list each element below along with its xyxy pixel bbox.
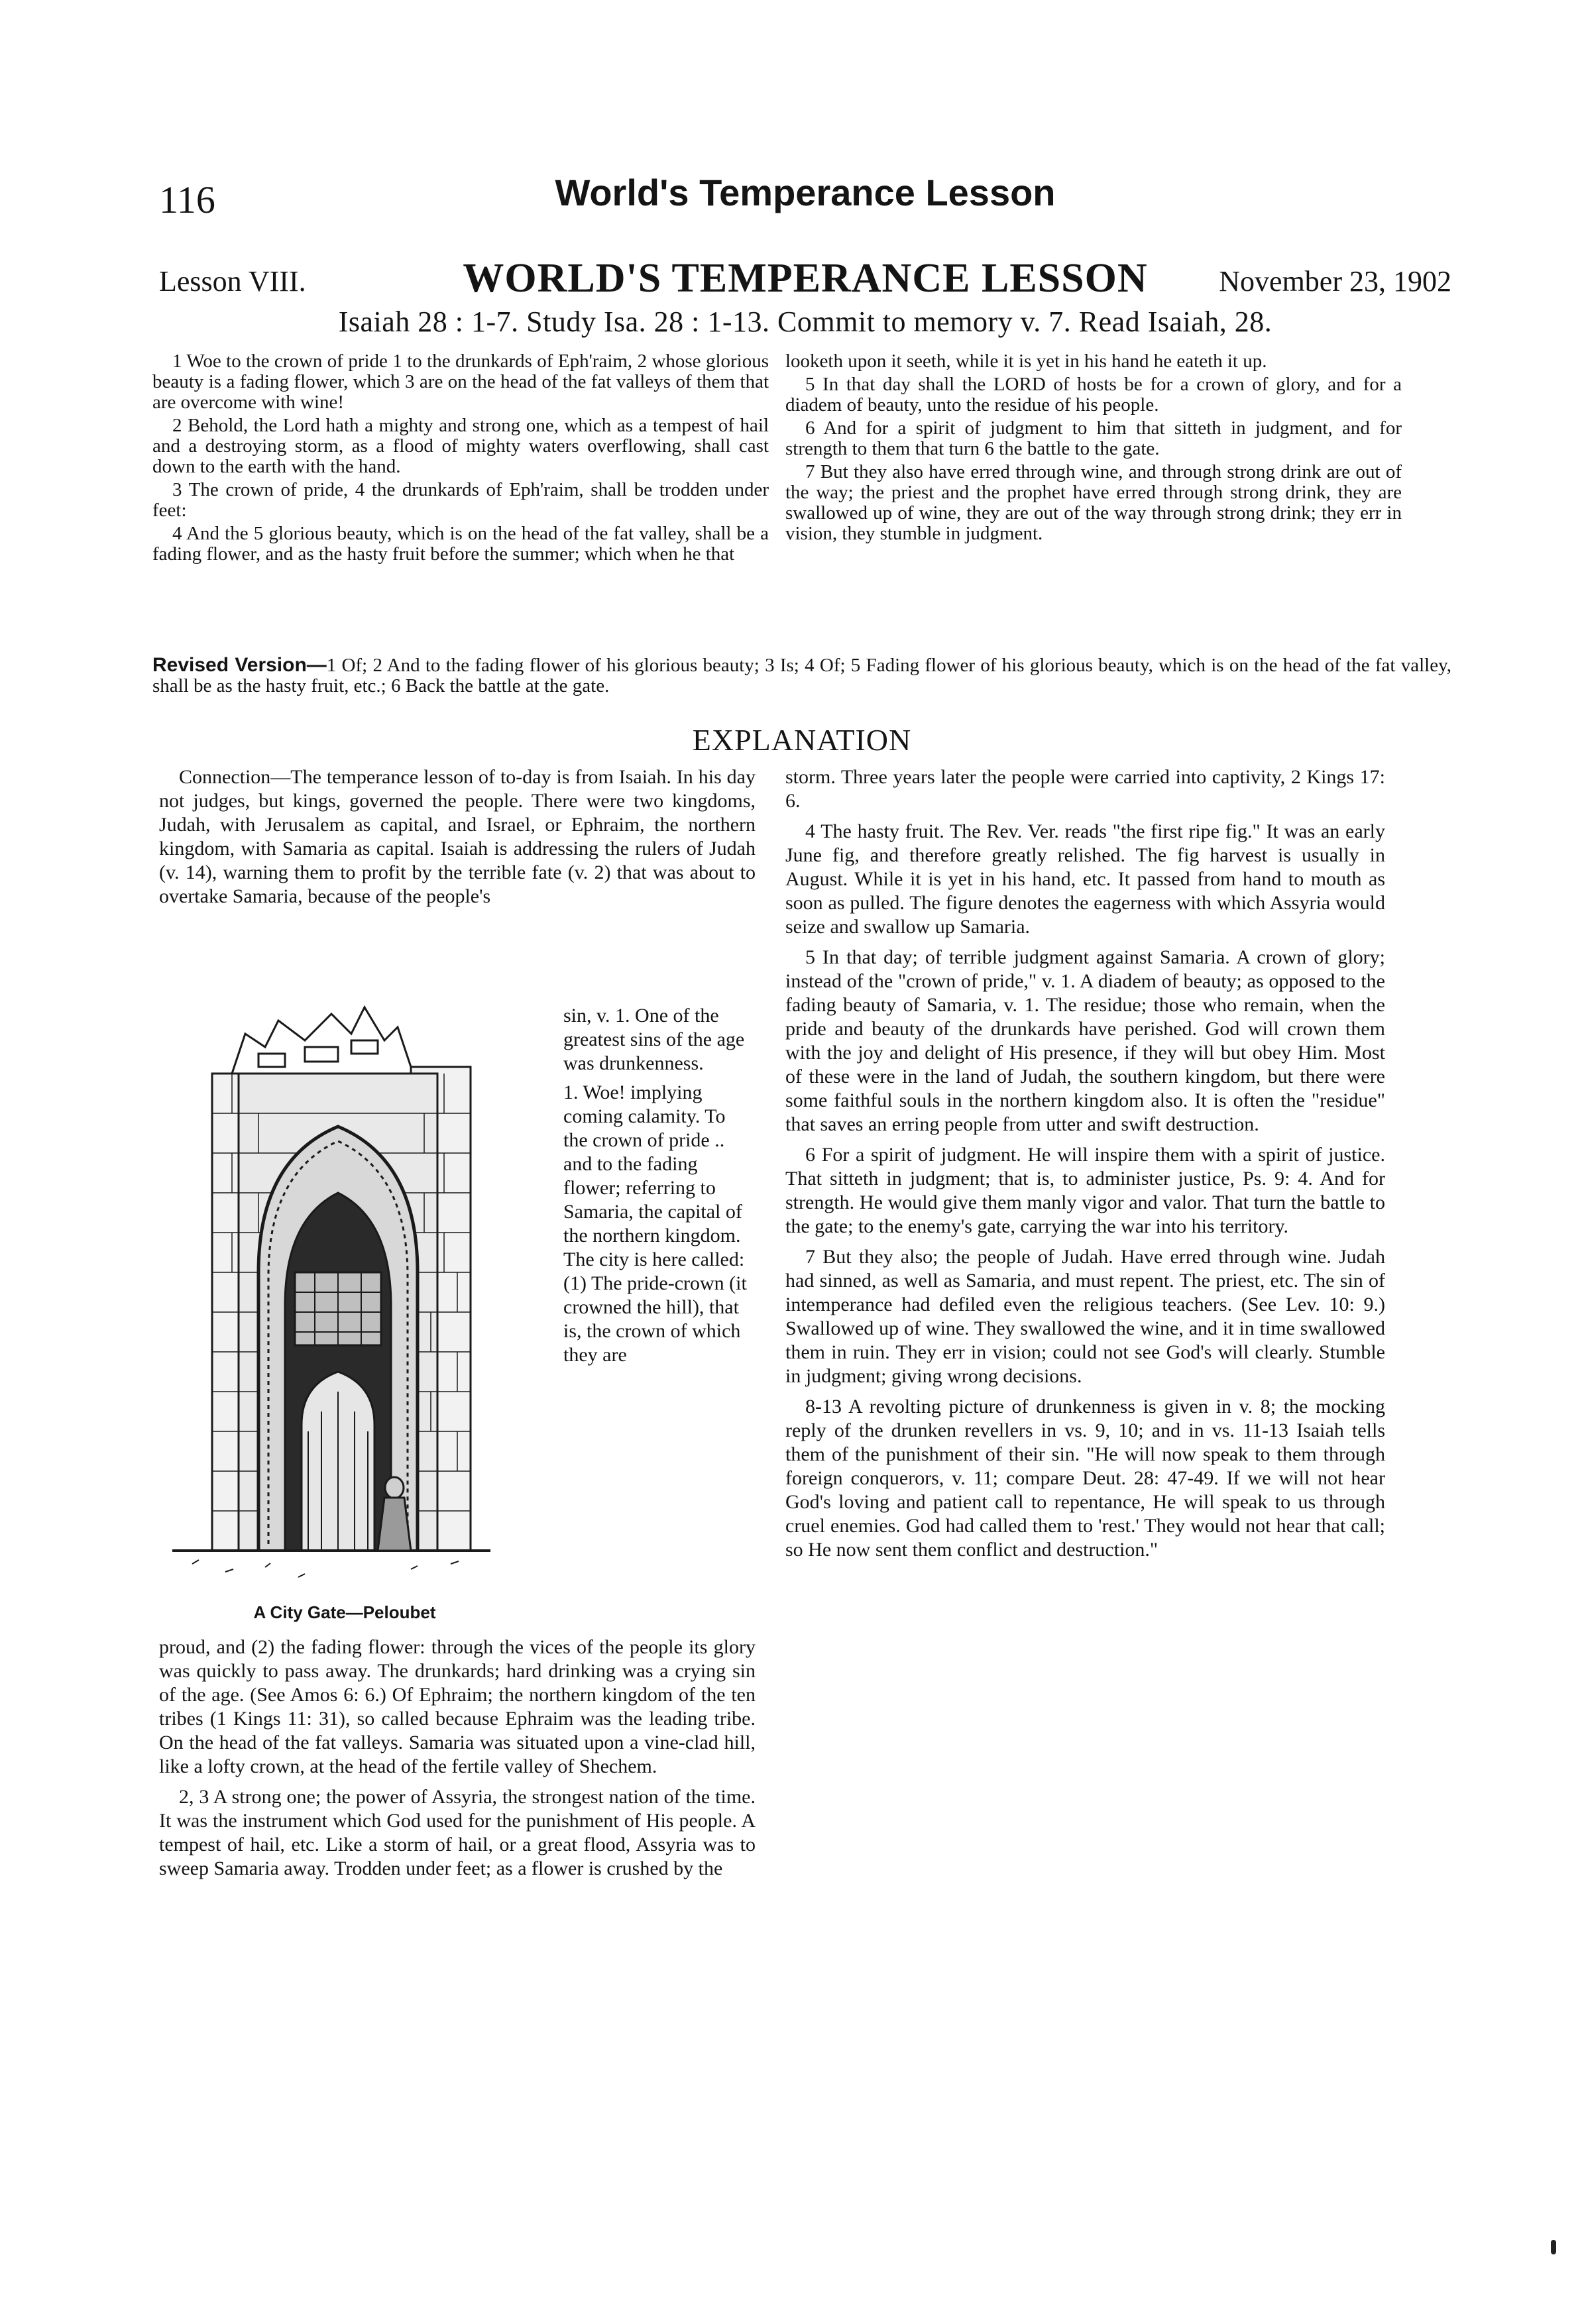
city-gate-illustration [133,994,504,1385]
scripture-verse: 1 Woe to the crown of pride 1 to the drunkards of Eph'raim, 2 whose glorious beauty is a fading flower, which 3 are on the head of the fat valleys of them that are overcome with wine! [152,351,769,413]
explanation-right-column [785,765,1385,1569]
lesson-title: WORLD'S TEMPERANCE LESSON [463,256,1148,301]
explanation-paragraph: 5 In that day; of terrible judgment against Samaria. A crown of glory; instead of the "crown of pride," v. 1. A diadem of beauty; as opposed to the fading beauty of Samaria, v. 1. The residue; those who remain, when the pride and beauty of the drunkards have perished. God will crown them with the joy and delight of His presence, if they will but obey Him. Most of these were in the land of Judah, the southern kingdom, but there were some faithful souls in the northern kingdom also. It is often the "residue" that saves an erring people from utter and swift destruction. [785,946,1385,1135]
scripture-verse: looketh upon it seeth, while it is yet in his hand he eateth it up. [785,351,1267,372]
explanation-heading: EXPLANATION [692,723,912,757]
lesson-date: November 23, 1902 [1219,265,1451,298]
scripture-verse: 7 But they also have erred through wine, and through strong drink are out of the way; the priest and the prophet have erred through strong drink, they are swallowed up of wine, they are out of the way through strong drink; they err in vision, they stumble in judgment. [785,461,1402,544]
explanation-paragraph: proud, and (2) the fading flower: through the vices of the people its glory was quickly to pass away. The drunkards; hard drinking was a crying sin of the age. (See Amos 6: 6.) Of Ephraim; the northern kingdom of the ten tribes (1 Kings 11: 31), so called because Ephraim was the leading tribe. On the head of the fat valleys. Samaria was situated upon a vine-clad hill, like a lofty crown, at the head of the fertile valley of Shechem. [159,1636,756,1777]
explanation-left-bottom [159,1635,756,1887]
lesson-header [159,255,1451,308]
margin-mark [1551,2240,1556,2254]
explanation-paragraph: sin, v. 1. One of the greatest sins of the age was drunkenness. [563,1005,745,1074]
scripture-verse: 5 In that day shall the LORD of hosts be for a crown of glory, and for a diadem of beauty, unto the residue of his people. [785,374,1402,415]
page-number: 116 [159,178,215,221]
scripture-right-column [785,351,1402,547]
lesson-references: Isaiah 28 : 1-7. Study Isa. 28 : 1-13. Commit to memory v. 7. Read Isaiah, 28. [338,305,1272,338]
revised-version-note [152,655,1451,696]
explanation-paragraph: 1. Woe! implying coming calamity. To the crown of pride .. and to the fading flower; referring to Samaria, the capital of the northern kingdom. The city is here called: (1) The pride-crown (it crowned the hill), that is, the crown of which they are [563,1081,747,1366]
running-head [159,166,1451,225]
explanation-paragraph: 4 The hasty fruit. The Rev. Ver. reads "the first ripe fig." It was an early June fig, and therefore greatly relished. The fig harvest is usually in August. While it is yet in his hand, etc. It passed from hand to mouth as soon as pulled. The figure denotes the eagerness with which Assyria would seize and swallow up Samaria. [785,820,1385,938]
explanation-left-top [159,765,756,915]
explanation-paragraph: Connection—The temperance lesson of to-day is from Isaiah. In his day not judges, but kings, governed the people. There were two kingdoms, Judah, with Jerusalem as capital, and Israel, or Ephraim, the northern kingdom, with Samaria as capital. Isaiah is addressing the rulers of Judah (v. 14), warning them to profit by the terrible fate (v. 2) that was about to overtake Samaria, because of the people's [159,766,756,907]
explanation-paragraph: 2, 3 A strong one; the power of Assyria, the strongest nation of the time. It was the instrument which God used for the punishment of His people. A tempest of hail, etc. Like a storm of hail, or a great flood, Assyria was to sweep Samaria away. Trodden under feet; as a flower is crushed by the [159,1786,756,1879]
revised-version-label: Revised Version— [152,654,327,676]
scripture-verse: 4 And the 5 glorious beauty, which is on the head of the fat valley, shall be a fading flower, and as the hasty fruit before the summer; which when he that [152,523,769,565]
explanation-paragraph: 6 For a spirit of judgment. He will inspire them with a spirit of justice. That sitteth in judgment; that is, to administer justice, Ps. 9: 4. And for strength. He would give them manly vigor and valor. That turn the battle to the gate; to the enemy's gate, carrying the war into his territory. [785,1144,1385,1237]
explanation-paragraph: 7 But they also; the people of Judah. Have erred through wine. Judah had sinned, as well as Samaria, and must repent. The priest, etc. The sin of intemperance had defiled even the religious teachers. (See Lev. 10: 9.) Swallowed up of wine. They swallowed the wine, and it in time swallowed them in ruin. They err in vision; could not see God's will clearly. Stumble in judgment; giving wrong decisions. [785,1246,1385,1387]
scripture-verse: 6 And for a spirit of judgment to him that sitteth in judgment, and for strength to them that turn 6 the battle to the gate. [785,417,1402,459]
explanation-left-narrow [563,1004,752,1372]
scripture-verse: 2 Behold, the Lord hath a mighty and strong one, which as a tempest of hail and a destroying storm, as a flood of mighty waters overflowing, shall cast down to the earth with the hand. [152,415,769,477]
explanation-paragraph: storm. Three years later the people were carried into captivity, 2 Kings 17: 6. [785,766,1385,812]
figure-caption: A City Gate—Peloubet [253,1602,436,1622]
lesson-number: Lesson VIII. [159,265,306,298]
revised-version-text: 1 Of; 2 And to the fading flower of his glorious beauty; 3 Is; 4 Of; 5 Fading flower of his glorious beauty, which is on the head of the fat valley, shall be as the hasty fruit, etc.; 6 Back the battle at the gate. [152,655,1451,696]
scripture-verse: 3 The crown of pride, 4 the drunkards of Eph'raim, shall be trodden under feet: [152,479,769,521]
running-title: World's Temperance Lesson [555,172,1056,213]
city-gate-drawing [133,994,504,1590]
scripture-left-column [152,351,769,567]
explanation-paragraph: 8-13 A revolting picture of drunkenness is given in v. 8; the mocking reply of the drunken revellers in vs. 9, 10; and in vs. 11-13 Isaiah tells them of the punishment of their sin. "He will now speak to them through foreign conquerors, v. 11; compare Deut. 28: 47-49. If we will not hear God's loving and patient call to repentance, He will speak to us through cruel enemies. God had called them to 'rest.' They would not hear that call; so He now sent them conflict and destruction." [785,1396,1385,1561]
